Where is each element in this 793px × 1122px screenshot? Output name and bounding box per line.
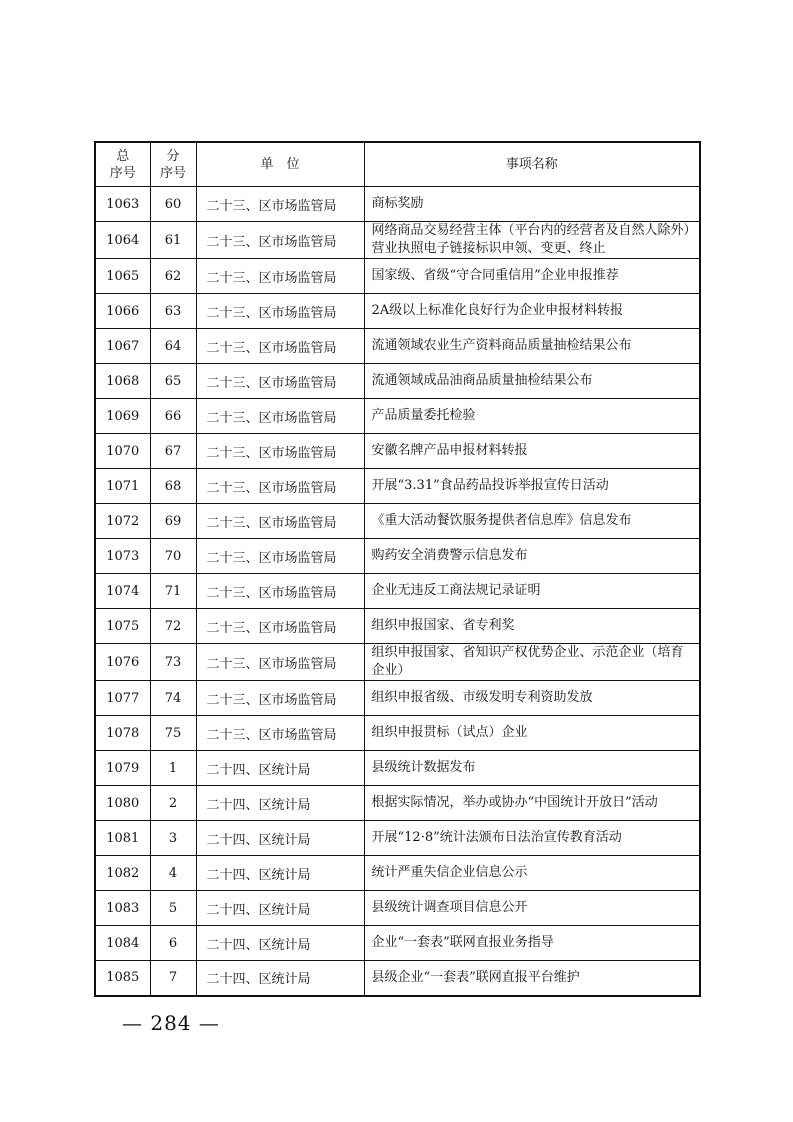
- cell-item-name: 2A级以上标准化良好行为企业申报材料转报: [364, 294, 700, 329]
- cell-sub-number: 67: [150, 434, 196, 469]
- table-row: [95, 786, 700, 821]
- cell-total-number: 1073: [95, 539, 150, 574]
- cell-unit: 二十三、区市场监管局: [196, 259, 364, 294]
- cell-item-name: 商标奖励: [364, 187, 700, 222]
- cell-unit: 二十三、区市场监管局: [196, 399, 364, 434]
- cell-sub-number: 71: [150, 574, 196, 609]
- header-total-number-line1: 总: [116, 148, 130, 164]
- cell-unit: 二十三、区市场监管局: [196, 469, 364, 504]
- header-sub-number-line1: 分: [166, 148, 180, 164]
- table-row: [95, 504, 700, 539]
- table-row: [95, 222, 700, 259]
- cell-total-number: 1075: [95, 609, 150, 644]
- cell-sub-number: 72: [150, 609, 196, 644]
- header-total-number: [95, 142, 150, 187]
- cell-sub-number: 3: [150, 821, 196, 856]
- cell-item-name: 统计严重失信企业信息公示: [364, 856, 700, 891]
- cell-sub-number: 61: [150, 222, 196, 259]
- cell-item-name: 组织申报贯标（试点）企业: [364, 716, 700, 751]
- cell-sub-number: 62: [150, 259, 196, 294]
- table-row: [95, 644, 700, 681]
- cell-unit: 二十三、区市场监管局: [196, 222, 364, 259]
- page-number: — 284 —: [122, 1011, 220, 1035]
- cell-total-number: 1083: [95, 891, 150, 926]
- cell-sub-number: 60: [150, 187, 196, 222]
- cell-unit: 二十三、区市场监管局: [196, 187, 364, 222]
- header-total-number-line2: 序号: [109, 165, 136, 181]
- cell-total-number: 1080: [95, 786, 150, 821]
- cell-total-number: 1063: [95, 187, 150, 222]
- cell-unit: 二十三、区市场监管局: [196, 716, 364, 751]
- cell-total-number: 1076: [95, 644, 150, 681]
- cell-unit: 二十四、区统计局: [196, 821, 364, 856]
- cell-item-name: 《重大活动餐饮服务提供者信息库》信息发布: [364, 504, 700, 539]
- cell-sub-number: 5: [150, 891, 196, 926]
- cell-item-name: 开展“3.31”食品药品投诉举报宣传日活动: [364, 469, 700, 504]
- cell-total-number: 1077: [95, 681, 150, 716]
- header-row: [95, 142, 700, 187]
- cell-item-name: 流通领域农业生产资料商品质量抽检结果公布: [364, 329, 700, 364]
- cell-item-name: 根据实际情况，举办或协办“中国统计开放日”活动: [364, 786, 700, 821]
- cell-unit: 二十四、区统计局: [196, 751, 364, 786]
- cell-item-name: 县级企业“一套表”联网直报平台维护: [364, 961, 700, 996]
- cell-total-number: 1081: [95, 821, 150, 856]
- cell-total-number: 1067: [95, 329, 150, 364]
- cell-total-number: 1065: [95, 259, 150, 294]
- cell-item-name: 企业无违反工商法规记录证明: [364, 574, 700, 609]
- cell-item-name: 企业“一套表”联网直报业务指导: [364, 926, 700, 961]
- header-sub-number-line2: 序号: [159, 165, 186, 181]
- cell-total-number: 1071: [95, 469, 150, 504]
- table-row: [95, 961, 700, 996]
- table-row: [95, 259, 700, 294]
- cell-unit: 二十三、区市场监管局: [196, 434, 364, 469]
- cell-unit: 二十三、区市场监管局: [196, 609, 364, 644]
- cell-sub-number: 2: [150, 786, 196, 821]
- table-row: [95, 187, 700, 222]
- cell-unit: 二十三、区市场监管局: [196, 364, 364, 399]
- cell-item-name: 安徽名牌产品申报材料转报: [364, 434, 700, 469]
- cell-sub-number: 7: [150, 961, 196, 996]
- table-row: [95, 469, 700, 504]
- cell-sub-number: 68: [150, 469, 196, 504]
- table-row: [95, 681, 700, 716]
- cell-item-name: 组织申报省级、市级发明专利资助发放: [364, 681, 700, 716]
- cell-sub-number: 63: [150, 294, 196, 329]
- table-body: [95, 187, 700, 996]
- header-sub-number: [150, 142, 196, 187]
- cell-sub-number: 75: [150, 716, 196, 751]
- header-unit: 单 位: [196, 142, 364, 187]
- cell-sub-number: 69: [150, 504, 196, 539]
- cell-total-number: 1079: [95, 751, 150, 786]
- cell-total-number: 1070: [95, 434, 150, 469]
- table-row: [95, 539, 700, 574]
- cell-unit: 二十三、区市场监管局: [196, 574, 364, 609]
- cell-total-number: 1085: [95, 961, 150, 996]
- table-row: [95, 751, 700, 786]
- cell-unit: 二十四、区统计局: [196, 856, 364, 891]
- table-row: [95, 294, 700, 329]
- table-row: [95, 574, 700, 609]
- table-row: [95, 399, 700, 434]
- cell-sub-number: 1: [150, 751, 196, 786]
- cell-unit: 二十三、区市场监管局: [196, 294, 364, 329]
- cell-item-name: 县级统计调查项目信息公开: [364, 891, 700, 926]
- cell-total-number: 1068: [95, 364, 150, 399]
- cell-unit: 二十三、区市场监管局: [196, 504, 364, 539]
- table-row: [95, 856, 700, 891]
- cell-total-number: 1084: [95, 926, 150, 961]
- cell-sub-number: 6: [150, 926, 196, 961]
- cell-item-name: 县级统计数据发布: [364, 751, 700, 786]
- cell-item-name: 开展“12·8”统计法颁布日法治宣传教育活动: [364, 821, 700, 856]
- cell-item-name: 产品质量委托检验: [364, 399, 700, 434]
- cell-unit: 二十四、区统计局: [196, 786, 364, 821]
- table-header: [95, 142, 700, 187]
- cell-total-number: 1078: [95, 716, 150, 751]
- cell-sub-number: 74: [150, 681, 196, 716]
- table-row: [95, 364, 700, 399]
- cell-sub-number: 65: [150, 364, 196, 399]
- cell-sub-number: 66: [150, 399, 196, 434]
- table-row: [95, 434, 700, 469]
- cell-sub-number: 70: [150, 539, 196, 574]
- cell-sub-number: 73: [150, 644, 196, 681]
- cell-sub-number: 4: [150, 856, 196, 891]
- cell-unit: 二十三、区市场监管局: [196, 539, 364, 574]
- cell-unit: 二十三、区市场监管局: [196, 329, 364, 364]
- table-row: [95, 609, 700, 644]
- cell-item-name: 流通领域成品油商品质量抽检结果公布: [364, 364, 700, 399]
- cell-item-name: 国家级、省级“守合同重信用”企业申报推荐: [364, 259, 700, 294]
- cell-sub-number: 64: [150, 329, 196, 364]
- table-row: [95, 891, 700, 926]
- cell-total-number: 1069: [95, 399, 150, 434]
- cell-item-name: 组织申报国家、省专利奖: [364, 609, 700, 644]
- cell-item-name: 组织申报国家、省知识产权优势企业、示范企业（培育企业）: [364, 644, 700, 681]
- cell-unit: 二十四、区统计局: [196, 961, 364, 996]
- service-items-table: [94, 141, 701, 997]
- cell-unit: 二十四、区统计局: [196, 891, 364, 926]
- cell-total-number: 1082: [95, 856, 150, 891]
- table-row: [95, 926, 700, 961]
- cell-total-number: 1064: [95, 222, 150, 259]
- cell-total-number: 1066: [95, 294, 150, 329]
- table-row: [95, 821, 700, 856]
- cell-unit: 二十四、区统计局: [196, 926, 364, 961]
- table-row: [95, 329, 700, 364]
- cell-total-number: 1074: [95, 574, 150, 609]
- table-row: [95, 716, 700, 751]
- header-item-name: 事项名称: [364, 142, 700, 187]
- cell-total-number: 1072: [95, 504, 150, 539]
- cell-unit: 二十三、区市场监管局: [196, 681, 364, 716]
- cell-item-name: 购药安全消费警示信息发布: [364, 539, 700, 574]
- cell-unit: 二十三、区市场监管局: [196, 644, 364, 681]
- cell-item-name: 网络商品交易经营主体（平台内的经营者及自然人除外）营业执照电子链接标识申领、变更、终止: [364, 222, 700, 259]
